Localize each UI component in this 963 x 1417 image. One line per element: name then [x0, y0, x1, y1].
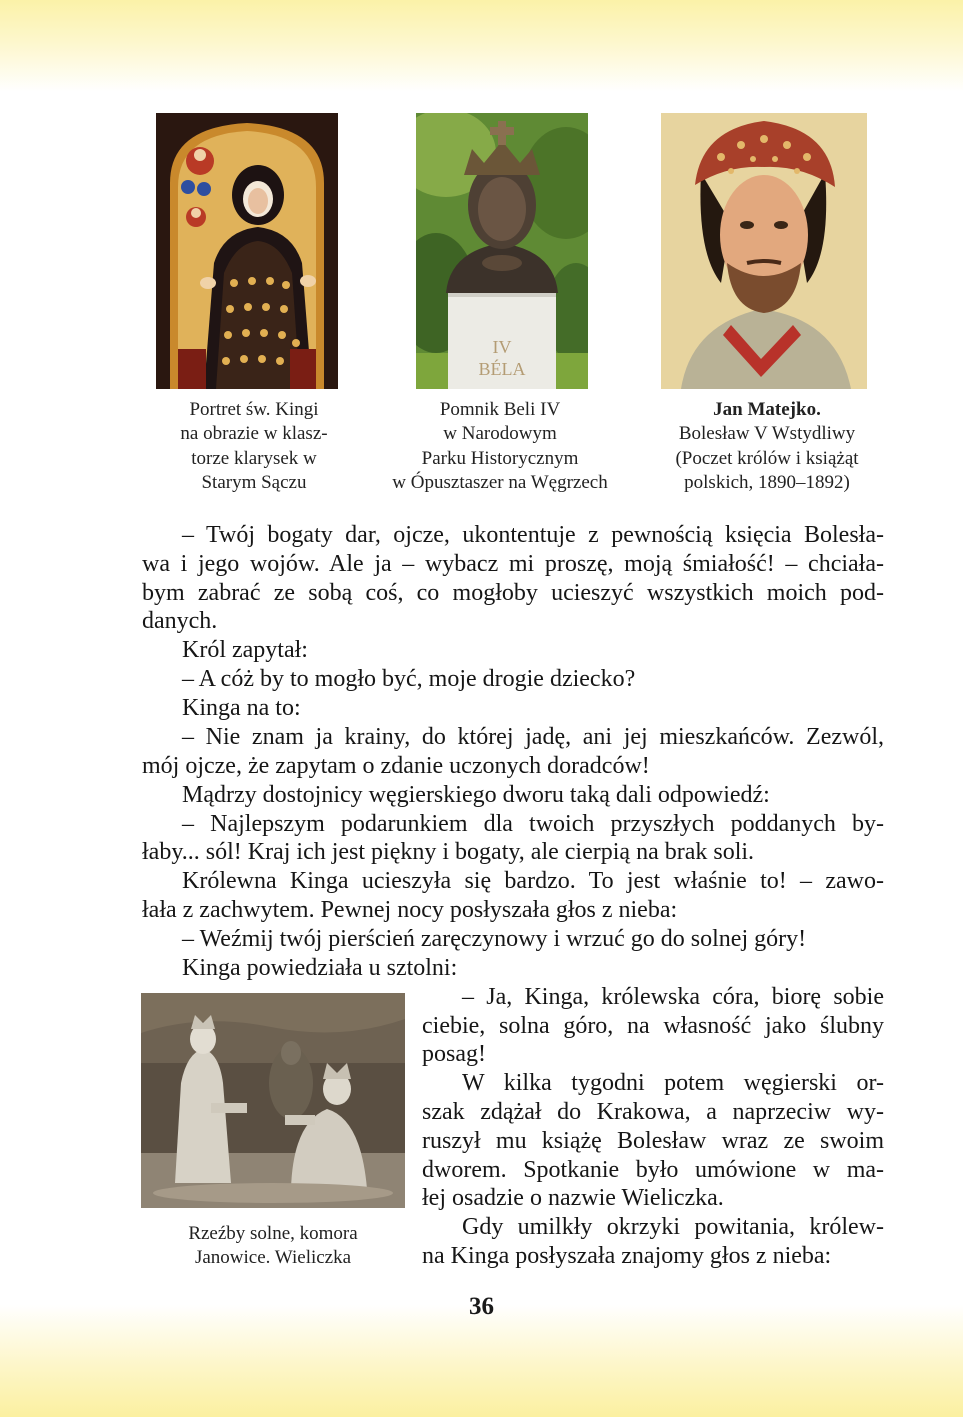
caption-line: Bolesław V Wstydliwy — [678, 423, 856, 445]
caption-line: polskich, 1890–1892) — [684, 471, 850, 493]
caption-line: na obrazie w klasz- — [180, 423, 328, 445]
body-line: – Nie znam ja krainy, do której jadę, ani jej mieszkańców. Zezwól, — [182, 724, 884, 750]
monument-inscription-name: BÉLA — [478, 359, 526, 379]
body-line: – A cóż by to mogło być, moje drogie dziecko? — [182, 666, 636, 692]
side-line: W kilka tygodni potem węgierski or- — [462, 1070, 884, 1096]
caption-kinga-portrait — [141, 398, 367, 495]
body-line: Kinga powiedziała u sztolni: — [182, 955, 458, 981]
body-line: mój ojcze, że zapytam o zdanie uczonych doradców! — [142, 753, 650, 779]
side-line: ciebie, solna góro, na własność jako ślubny — [422, 1013, 884, 1039]
body-line: – Twój bogaty dar, ojcze, ukontentuje z pewnością księcia Bolesła- — [182, 522, 884, 548]
caption-line: Parku Historycznym — [421, 447, 579, 469]
caption-line: Pomnik Beli IV — [439, 399, 561, 420]
boleslaw-painting-image — [661, 113, 867, 389]
side-line: Gdy umilkły okrzyki powitania, królew- — [462, 1214, 884, 1240]
body-line: łaby... sól! Kraj ich jest piękny i bogaty, ale cierpią na brak soli. — [142, 839, 755, 865]
caption-line: Starym Sączu — [201, 471, 307, 493]
side-line: dworem. Spotkanie było umówione w ma- — [422, 1157, 884, 1183]
body-line: – Najlepszym podarunkiem dla twoich przyszłych poddanych by- — [182, 811, 884, 837]
caption-line: torze klarysek w — [191, 447, 317, 469]
kinga-portrait-image — [156, 113, 338, 389]
body-line: danych. — [142, 608, 218, 634]
body-line: Kinga na to: — [182, 695, 301, 721]
side-line: – Ja, Kinga, królewska córa, biorę sobie — [462, 984, 884, 1010]
bottom-decorative-band — [0, 1305, 963, 1417]
body-line: wa i jego wojów. Ale ja – wybacz mi proszę, moją śmiałość! – chciała- — [142, 551, 884, 577]
body-line: – Weźmij twój pierścień zaręczynowy i wrzuć go do solnej góry! — [182, 926, 807, 952]
caption-line: w Narodowym — [443, 423, 557, 445]
caption-line: Portret św. Kingi — [189, 399, 319, 420]
body-line: Królewna Kinga ucieszyła się bardzo. To jest właśnie to! – zawo- — [182, 868, 884, 894]
bela-monument-image — [416, 113, 588, 389]
body-line: Król zapytał: — [182, 637, 308, 663]
caption-bela-monument — [365, 398, 635, 495]
salt-sculptures-image — [141, 993, 405, 1208]
body-line: Mądrzy dostojnicy węgierskiego dworu taką dali odpowiedź: — [182, 782, 770, 808]
caption-line: (Poczet królów i książąt — [675, 447, 859, 469]
body-line: łała z zachwytem. Pewnej nocy posłyszała głos z nieba: — [142, 897, 678, 923]
side-line: łej osadzie o nazwie Wieliczka. — [422, 1185, 724, 1211]
side-line: na Kinga posłyszała znajomy głos z nieba: — [422, 1243, 832, 1269]
caption-salt-sculptures — [141, 1222, 405, 1271]
top-decorative-band — [0, 0, 963, 92]
body-line: bym zabrać ze sobą coś, co mogłoby ucieszyć wszystkich moich pod- — [142, 580, 884, 606]
caption-line: w Ópusztaszer na Węgrzech — [392, 471, 608, 493]
page-number: 36 — [469, 1293, 494, 1320]
side-line: szak zdążał do Krakowa, a naprzeciw wy- — [422, 1099, 884, 1125]
caption-boleslaw-painting — [640, 398, 894, 495]
monument-inscription-numeral: IV — [492, 337, 512, 357]
caption-author: Jan Matejko. — [713, 399, 821, 420]
caption-line: Rzeźby solne, komora — [188, 1223, 358, 1244]
side-line: ruszył mu książę Bolesław wraz ze swoim — [422, 1128, 884, 1154]
side-line: posag! — [422, 1041, 486, 1067]
caption-line: Janowice. Wieliczka — [194, 1247, 352, 1269]
